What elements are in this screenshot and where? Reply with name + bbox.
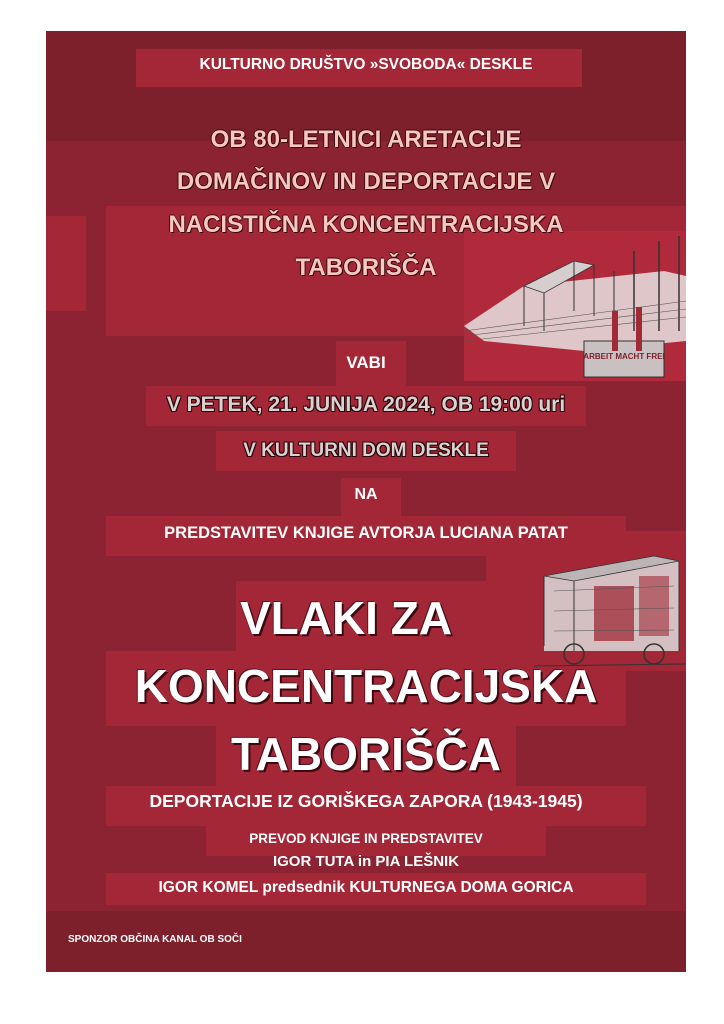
invite-text: VABI bbox=[346, 353, 386, 372]
event-venue: V KULTURNI DOM DESKLE bbox=[243, 440, 489, 461]
organizer-name: KULTURNO DRUŠTVO »SVOBODA« DESKLE bbox=[199, 56, 533, 73]
heading-line-3: NACISTIČNA KONCENTRACIJSKA bbox=[168, 211, 564, 238]
gate-sign-text: ARBEIT MACHT FREI bbox=[583, 352, 665, 361]
poster bbox=[46, 31, 686, 972]
sponsor-text: SPONZOR OBČINA KANAL OB SOČI bbox=[68, 934, 242, 945]
heading-line-2: DOMAČINOV IN DEPORTACIJE V bbox=[176, 168, 556, 195]
credits-label: PREVOD KNJIGE IN PREDSTAVITEV bbox=[249, 831, 483, 846]
book-title-line-3: TABORIŠČA bbox=[230, 728, 502, 780]
event-date: V PETEK, 21. JUNIJA 2024, OB 19:00 uri bbox=[166, 393, 566, 416]
heading-line-4: TABORIŠČA bbox=[295, 254, 437, 281]
credits-names: IGOR TUTA in PIA LEŠNIK bbox=[272, 853, 460, 870]
presentation-line: PREDSTAVITEV KNJIGE AVTORJA LUCIANA PATAT bbox=[164, 524, 568, 542]
book-title-line-1: VLAKI ZA bbox=[239, 592, 453, 644]
credits-president: IGOR KOMEL predsednik KULTURNEGA DOMA GORICA bbox=[158, 879, 574, 896]
heading-line-1: OB 80-LETNICI ARETACIJE bbox=[210, 126, 522, 153]
book-subtitle: DEPORTACIJE IZ GORIŠKEGA ZAPORA (1943-1945) bbox=[149, 791, 583, 811]
on-word: NA bbox=[354, 486, 378, 503]
book-title-line-2: KONCENTRACIJSKA bbox=[134, 660, 598, 712]
